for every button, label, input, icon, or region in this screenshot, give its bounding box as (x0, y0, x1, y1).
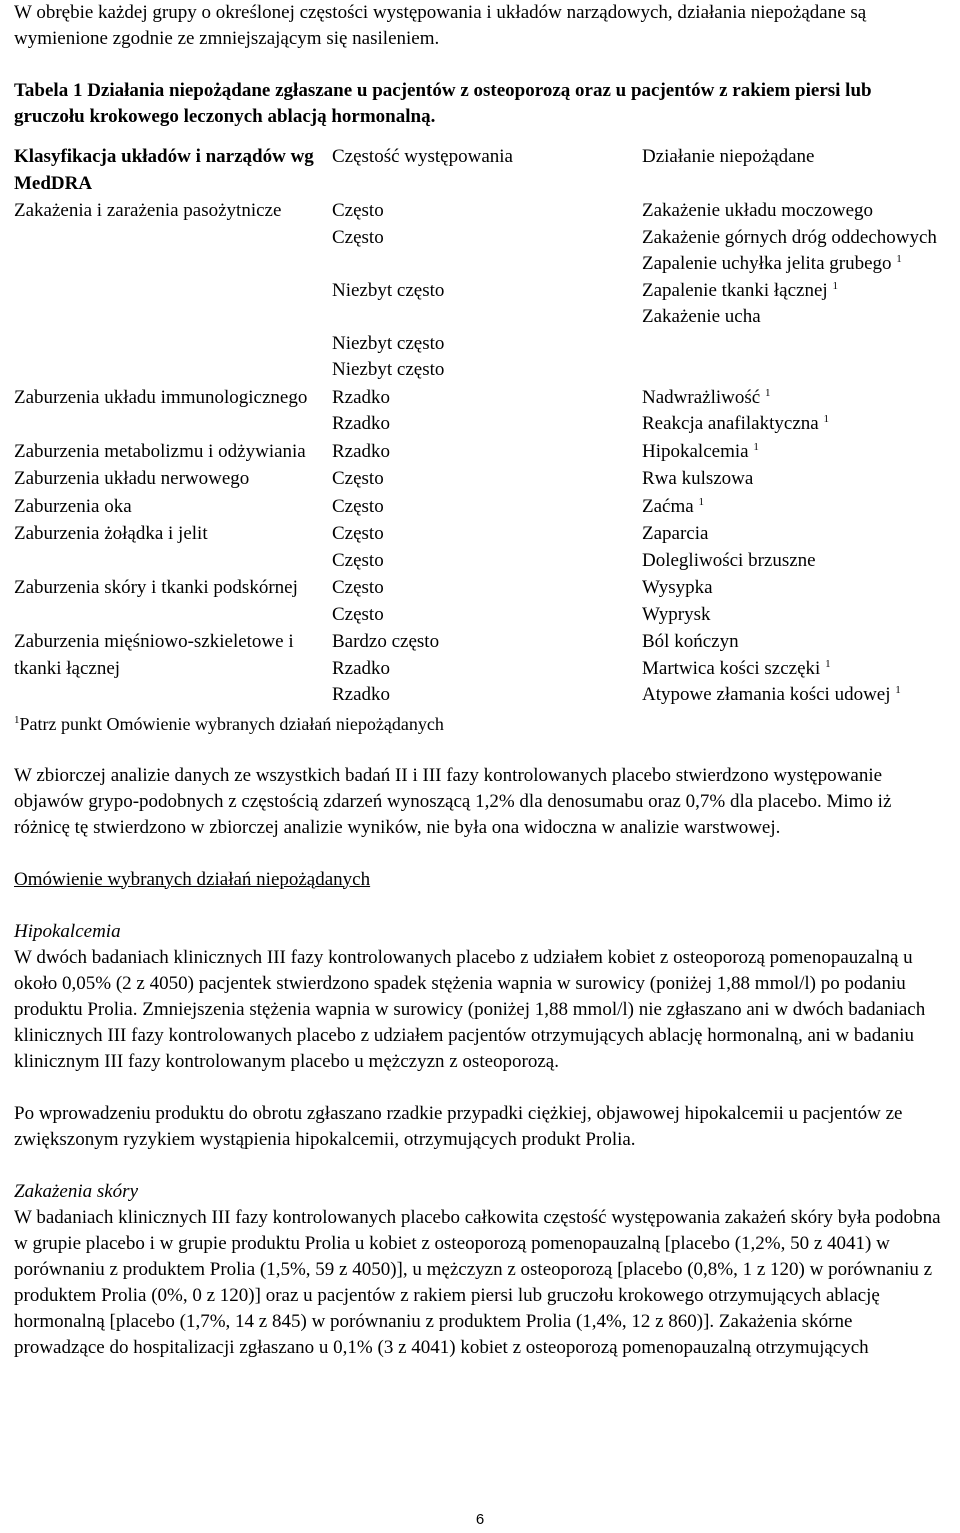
frequency-value: Rzadko (332, 440, 391, 462)
frequency-cell (332, 628, 642, 709)
effect-item (642, 439, 946, 466)
effect-item (642, 198, 946, 225)
frequency-value: Bardzo często (332, 631, 440, 652)
table-row (14, 493, 946, 521)
effect-item (642, 385, 946, 412)
header-frequency: Częstość występowania (332, 146, 513, 167)
frequency-value: Niezbyt często (332, 279, 445, 301)
hypocalcemia-paragraph-1: W dwóch badaniach klinicznych III fazy kontrolowanych placebo z udziałem kobiet z osteoporozą pomenopauzalną u około 0,05% (2 z 4050) pacjentek stwierdzono spadek stężenia wapnia w surowicy (poniżej 1,88 mmol/l) po podaniu produktu Prolia. Zmniejszenia stężenia wapnia w surowicy (poniżej 1,88 mmol/l) nie zgłaszano ani w dwóch badaniach klinicznych III fazy kontrolowanych placebo z udziałem pacjentów otrzymujących ablację hormonalną, ani w badaniu klinicznym III fazy kontrolowanym placebo u mężczyzn z osteoporozą. (14, 946, 926, 1072)
soc-cell: Zaburzenia układu immunologicznego (14, 386, 308, 408)
effect-cell (642, 384, 946, 438)
table-row (14, 465, 946, 493)
soc-cell: Zaburzenia układu nerwowego (14, 468, 250, 489)
effect-text: Zapalenie uchyłka jelita grubego (642, 253, 892, 274)
effect-item (642, 251, 946, 278)
soc-cell: Zaburzenia oka (14, 495, 132, 517)
frequency-cell (332, 384, 642, 438)
page-number: 6 (475, 1511, 485, 1528)
table-row (14, 197, 946, 384)
table-row (14, 628, 946, 709)
footnote-ref: 1 (825, 657, 831, 670)
frequency-value: Rzadko (332, 413, 391, 434)
frequency-value: Często (332, 523, 384, 544)
effect-item (642, 575, 946, 602)
effect-item (642, 521, 946, 548)
footnote-ref: 1 (896, 253, 902, 265)
effect-cell (642, 438, 946, 466)
effect-cell (642, 628, 946, 709)
effect-text: Zapalenie tkanki łącznej (642, 279, 828, 301)
footnote-ref: 1 (764, 386, 771, 399)
effect-cell (642, 520, 946, 574)
table-title: Tabela 1 Działania niepożądane zgłaszane u pacjentów z osteoporozą oraz u pacjentów z rakiem piersi lub gruczołu krokowego leczonych ablacją hormonalną. (14, 80, 872, 127)
effect-item (642, 629, 946, 656)
effect-text: Ból kończyn (642, 631, 739, 652)
frequency-value: Często (332, 495, 384, 517)
effect-text: Zakażenie górnych dróg oddechowych (642, 226, 937, 248)
frequency-value (332, 251, 642, 278)
effect-text: Reakcja anafilaktyczna (642, 413, 819, 434)
effect-text: Zakażenie układu moczowego (642, 200, 874, 221)
effect-cell (642, 493, 946, 521)
frequency-value (332, 304, 642, 331)
frequency-value: Często (332, 603, 384, 625)
effect-text: Zaparcia (642, 523, 709, 544)
footnote-text: Patrz punkt Omówienie wybranych działań niepożądanych (19, 713, 444, 734)
frequency-value: Rzadko (332, 684, 391, 705)
effect-cell (642, 465, 946, 493)
table-row (14, 384, 946, 438)
effect-cell (642, 574, 946, 628)
footnote-ref: 1 (823, 413, 829, 425)
frequency-value: Często (332, 226, 384, 248)
footnote-ref: 1 (753, 440, 759, 453)
frequency-value: Często (332, 200, 384, 221)
frequency-value: Często (332, 577, 384, 598)
frequency-cell (332, 465, 642, 493)
frequency-cell (332, 520, 642, 574)
effect-item (642, 494, 946, 521)
effect-item (642, 304, 946, 331)
table-row (14, 574, 946, 628)
effect-text: Dolegliwości brzuszne (642, 549, 816, 571)
frequency-value: Często (332, 468, 384, 489)
document-page (14, 0, 946, 1361)
effect-text: Rwa kulszowa (642, 468, 754, 489)
footnote-ref: 1 (698, 495, 704, 508)
effect-item (642, 682, 946, 709)
frequency-value: Rzadko (332, 386, 391, 408)
frequency-value: Rzadko (332, 657, 391, 679)
skin-infections-paragraph: W badaniach klinicznych III fazy kontrolowanych placebo całkowita częstość występowania zakażeń skóry była podobna w grupie placebo i w grupie produktu Prolia u kobiet z osteoporozą pomenopauzalną [placebo (1,2%, 50 z 4041) w porównaniu z produktem Prolia (1,5%, 59 z 4050)], u mężczyzn z osteoporozą [placebo (0,8%, 1 z 120) w porównaniu z produktem Prolia (0%, 0 z 120)] oraz u pacjentów z rakiem piersi lub gruczołu krokowego otrzymujących ablację hormonalną [placebo (1,7%, 14 z 845) w porównaniu z produktem Prolia (1,4%, 12 z 860)]. Zakażenia skórne prowadzące do hospitalizacji zgłaszano u 0,1% (3 z 4041) kobiet z osteoporozą pomenopauzalną otrzymujących (14, 1206, 941, 1358)
footnote-ref: 1 (832, 279, 838, 292)
frequency-value: Niezbyt często (332, 359, 445, 380)
effect-text: Wysypka (642, 577, 713, 598)
effect-item (642, 466, 946, 493)
effect-text: Hipokalcemia (642, 440, 749, 462)
effect-item (642, 602, 946, 629)
effect-text: Martwica kości szczęki (642, 657, 821, 679)
footnote-mark: 1 (14, 713, 20, 726)
frequency-cell (332, 574, 642, 628)
effect-text: Zaćma (642, 495, 694, 517)
table-row (14, 438, 946, 466)
effect-text: Atypowe złamania kości udowej (642, 684, 891, 705)
header-effect: Działanie niepożądane (642, 146, 815, 167)
effect-item (642, 278, 946, 305)
footnote-ref: 1 (895, 684, 901, 696)
section-heading: Omówienie wybranych działań niepożądanych (14, 868, 371, 890)
intro-paragraph: W obrębie każdej grupy o określonej częstości występowania i układów narządowych, działania niepożądane są wymienione zgodnie ze zmniejszającym się nasileniem. (14, 2, 867, 49)
soc-cell: Zaburzenia metabolizmu i odżywiania (14, 440, 306, 462)
hypocalcemia-heading: Hipokalcemia (14, 920, 121, 942)
effect-text: Wyprysk (642, 603, 711, 625)
flu-like-paragraph: W zbiorczej analizie danych ze wszystkich badań II i III fazy kontrolowanych placebo stwierdzono występowanie objawów grypo-podobnych z częstością zdarzeń wynoszącą 1,2% dla denosumabu oraz 0,7% dla placebo. Mimo iż różnicę tę stwierdzono w zbiorczej analizie wyników, nie była ona widoczna w analizie warstwowej. (14, 764, 892, 838)
table-row (14, 520, 946, 574)
frequency-cell (332, 438, 642, 466)
skin-infections-heading: Zakażenia skóry (14, 1180, 139, 1202)
frequency-value: Często (332, 549, 384, 571)
header-soc: Klasyfikacja układów i narządów wg MedDRA (14, 146, 314, 194)
soc-cell: Zakażenia i zarażenia pasożytnicze (14, 200, 282, 221)
adverse-events-table (14, 144, 946, 709)
table-footnote (14, 711, 946, 737)
effect-item (642, 411, 946, 438)
effect-item (642, 656, 946, 683)
effect-item (642, 225, 946, 252)
frequency-cell (332, 493, 642, 521)
soc-cell: Zaburzenia żołądka i jelit (14, 523, 208, 544)
hypocalcemia-paragraph-2: Po wprowadzeniu produktu do obrotu zgłaszano rzadkie przypadki ciężkiej, objawowej hipokalcemii u pacjentów ze zwiększonym ryzykiem wystąpienia hipokalcemii, otrzymujących produkt Prolia. (14, 1102, 903, 1150)
effect-item (642, 548, 946, 575)
effect-text: Nadwrażliwość (642, 386, 761, 408)
soc-cell: Zaburzenia skóry i tkanki podskórnej (14, 577, 298, 598)
table-body (14, 197, 946, 709)
effect-cell (642, 197, 946, 384)
frequency-cell (332, 197, 642, 384)
soc-cell: Zaburzenia mięśniowo-szkieletowe i tkanki łącznej (14, 631, 294, 679)
frequency-value: Niezbyt często (332, 332, 445, 354)
table-header-row (14, 144, 946, 197)
effect-text: Zakażenie ucha (642, 306, 761, 327)
